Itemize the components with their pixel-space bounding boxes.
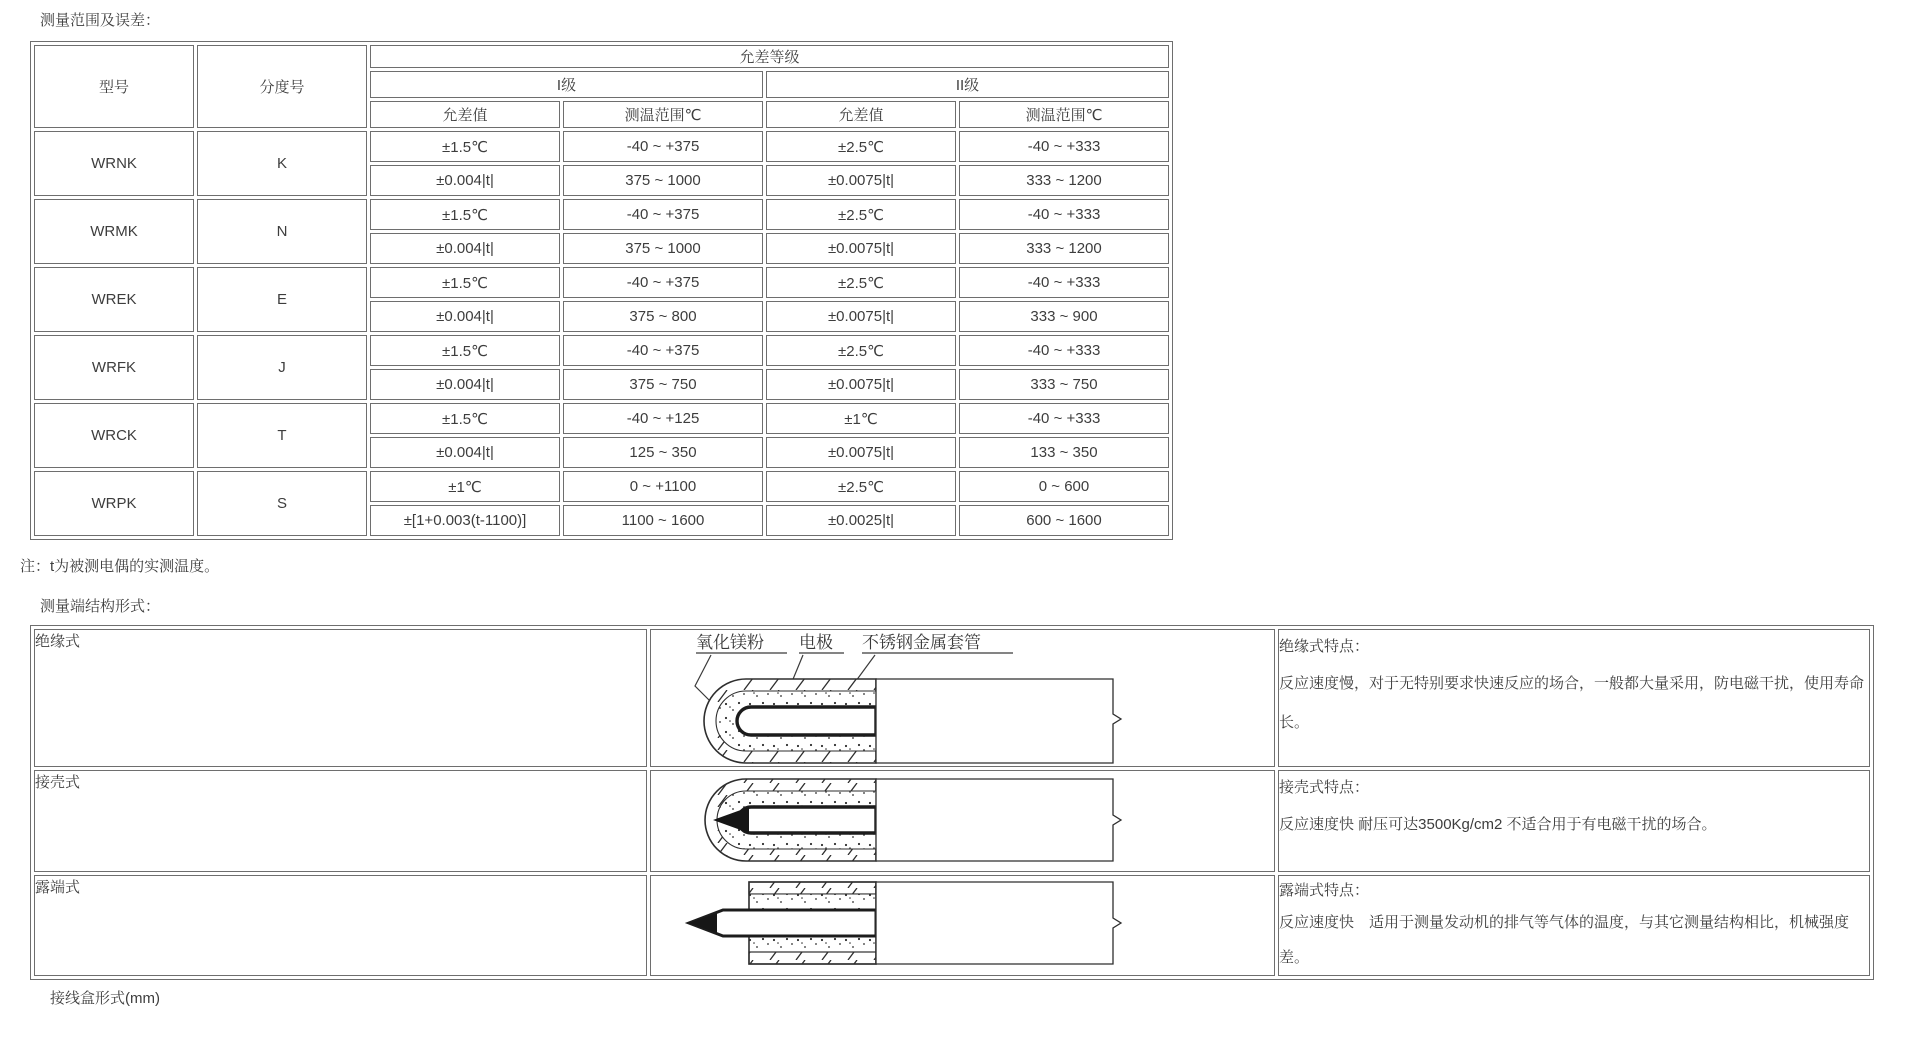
- g2-tolerance-cell: ±0.0025|t|: [766, 505, 956, 536]
- spec-row: [34, 335, 1169, 366]
- label-electrode: 电极: [799, 633, 833, 652]
- g1-range-cell: -40 ~ +375: [563, 335, 763, 366]
- sheath-wall: [749, 882, 876, 894]
- spec-row: [34, 471, 1169, 502]
- feature-body: 反应速度慢，对于无特别要求快速反应的场合，一般都大量采用，防电磁干扰，使用寿命长。: [1279, 675, 1865, 731]
- col-header-temp-range-2: 测温范围℃: [959, 101, 1169, 128]
- spec-row: [34, 131, 1169, 162]
- g1-tolerance-cell: ±0.004|t|: [370, 369, 560, 400]
- g2-range-cell: 333 ~ 900: [959, 301, 1169, 332]
- g1-tolerance-cell: ±1.5℃: [370, 131, 560, 162]
- exposed-type-diagram: [651, 876, 1251, 970]
- g2-tolerance-cell: ±1℃: [766, 403, 956, 434]
- graduation-cell: S: [197, 471, 367, 536]
- structure-row-exposed: [34, 875, 1870, 976]
- g2-range-cell: -40 ~ +333: [959, 403, 1169, 434]
- g2-range-cell: 333 ~ 1200: [959, 233, 1169, 264]
- type-label-exposed: 露端式: [34, 875, 647, 976]
- model-cell: WRPK: [34, 471, 194, 536]
- structure-row-shell: [34, 770, 1870, 872]
- structure-table: [30, 625, 1874, 980]
- spec-row: [34, 403, 1169, 434]
- g2-range-cell: -40 ~ +333: [959, 131, 1169, 162]
- g2-range-cell: -40 ~ +333: [959, 335, 1169, 366]
- feature-cell: [1278, 629, 1870, 767]
- g2-tolerance-cell: ±2.5℃: [766, 131, 956, 162]
- graduation-cell: T: [197, 403, 367, 468]
- model-cell: WRFK: [34, 335, 194, 400]
- sheath-wall: [749, 952, 876, 964]
- g1-range-cell: -40 ~ +375: [563, 199, 763, 230]
- sheath-tube-continuation: [876, 679, 1121, 763]
- electrode-channel: [737, 707, 876, 735]
- g1-range-cell: -40 ~ +375: [563, 131, 763, 162]
- feature-cell: [1278, 875, 1870, 976]
- graduation-cell: E: [197, 267, 367, 332]
- section-title-measure-range: 测量范围及误差：: [40, 12, 161, 29]
- structure-row-insulated: [34, 629, 1870, 767]
- feature-body: 反应速度快 耐压可达3500Kg/cm2 不适合用于有电磁干扰的场合。: [1279, 816, 1717, 833]
- feature-title: 绝缘式特点：: [1279, 638, 1370, 655]
- diagram-cell: [650, 770, 1275, 872]
- g1-range-cell: 375 ~ 1000: [563, 165, 763, 196]
- spec-row: [34, 199, 1169, 230]
- col-header-grade2: II级: [766, 71, 1169, 98]
- g1-tolerance-cell: ±0.004|t|: [370, 233, 560, 264]
- g2-tolerance-cell: ±0.0075|t|: [766, 301, 956, 332]
- feature-body: 反应速度快 适用于测量发动机的排气等气体的温度，与其它测量结构相比，机械强度差。: [1279, 914, 1850, 966]
- model-cell: WRNK: [34, 131, 194, 196]
- section-title-tip-structure: 测量端结构形式：: [40, 598, 161, 615]
- col-header-graduation: 分度号: [197, 45, 367, 128]
- g1-tolerance-cell: ±1.5℃: [370, 267, 560, 298]
- graduation-cell: K: [197, 131, 367, 196]
- leader-line-mgo: [695, 655, 711, 702]
- g1-tolerance-cell: ±[1+0.003(t-1100)]: [370, 505, 560, 536]
- g2-range-cell: -40 ~ +333: [959, 267, 1169, 298]
- spec-row: [34, 267, 1169, 298]
- g2-range-cell: -40 ~ +333: [959, 199, 1169, 230]
- type-label-insulated: 绝缘式: [34, 629, 647, 767]
- g2-tolerance-cell: ±0.0075|t|: [766, 233, 956, 264]
- g1-range-cell: 375 ~ 800: [563, 301, 763, 332]
- g1-range-cell: 0 ~ +1100: [563, 471, 763, 502]
- sheath-tube-continuation: [876, 779, 1121, 861]
- g1-tolerance-cell: ±1℃: [370, 471, 560, 502]
- exposed-tip: [689, 913, 717, 933]
- g1-tolerance-cell: ±1.5℃: [370, 403, 560, 434]
- g2-tolerance-cell: ±2.5℃: [766, 471, 956, 502]
- sheath-tube-continuation: [876, 882, 1121, 964]
- col-header-temp-range-1: 测温范围℃: [563, 101, 763, 128]
- col-header-model: 型号: [34, 45, 194, 128]
- g2-range-cell: 133 ~ 350: [959, 437, 1169, 468]
- g2-tolerance-cell: ±2.5℃: [766, 335, 956, 366]
- electrode-channel: [738, 807, 876, 833]
- g2-range-cell: 0 ~ 600: [959, 471, 1169, 502]
- g1-range-cell: 1100 ~ 1600: [563, 505, 763, 536]
- diagram-cell: [650, 629, 1275, 767]
- table-footnote: 注：t为被测电偶的实测温度。: [20, 558, 220, 575]
- g2-tolerance-cell: ±0.0075|t|: [766, 369, 956, 400]
- g2-tolerance-cell: ±0.0075|t|: [766, 437, 956, 468]
- g1-tolerance-cell: ±1.5℃: [370, 199, 560, 230]
- col-header-tolerance-grade: 允差等级: [370, 45, 1169, 68]
- g2-tolerance-cell: ±2.5℃: [766, 199, 956, 230]
- feature-title: 露端式特点：: [1279, 882, 1370, 899]
- col-header-tolerance-value-1: 允差值: [370, 101, 560, 128]
- model-cell: WREK: [34, 267, 194, 332]
- col-header-grade1: I级: [370, 71, 763, 98]
- section-title-junction-box: 接线盒形式(mm): [50, 990, 160, 1007]
- insulation-layer: [749, 937, 876, 952]
- model-cell: WRMK: [34, 199, 194, 264]
- g1-range-cell: 375 ~ 750: [563, 369, 763, 400]
- g2-range-cell: 333 ~ 750: [959, 369, 1169, 400]
- g1-tolerance-cell: ±0.004|t|: [370, 165, 560, 196]
- insulated-type-diagram: [651, 630, 1251, 766]
- shell-type-diagram: [651, 771, 1251, 871]
- insulation-layer: [749, 894, 876, 909]
- g1-tolerance-cell: ±1.5℃: [370, 335, 560, 366]
- diagram-cell: [650, 875, 1275, 976]
- g1-tolerance-cell: ±0.004|t|: [370, 437, 560, 468]
- type-label-shell: 接壳式: [34, 770, 647, 872]
- g2-tolerance-cell: ±0.0075|t|: [766, 165, 956, 196]
- feature-title: 接壳式特点：: [1279, 779, 1370, 796]
- label-sheath: 不锈钢金属套管: [862, 633, 981, 652]
- spec-table: [30, 41, 1173, 540]
- g2-range-cell: 333 ~ 1200: [959, 165, 1169, 196]
- g2-range-cell: 600 ~ 1600: [959, 505, 1169, 536]
- label-mgo-powder: 氧化镁粉: [696, 633, 764, 652]
- g1-range-cell: 375 ~ 1000: [563, 233, 763, 264]
- feature-cell: [1278, 770, 1870, 872]
- g1-range-cell: 125 ~ 350: [563, 437, 763, 468]
- model-cell: WRCK: [34, 403, 194, 468]
- g2-tolerance-cell: ±2.5℃: [766, 267, 956, 298]
- g1-tolerance-cell: ±0.004|t|: [370, 301, 560, 332]
- g1-range-cell: -40 ~ +375: [563, 267, 763, 298]
- col-header-tolerance-value-2: 允差值: [766, 101, 956, 128]
- spec-header-row-1: [34, 45, 1169, 68]
- g1-range-cell: -40 ~ +125: [563, 403, 763, 434]
- graduation-cell: J: [197, 335, 367, 400]
- graduation-cell: N: [197, 199, 367, 264]
- electrode-channel: [689, 910, 876, 936]
